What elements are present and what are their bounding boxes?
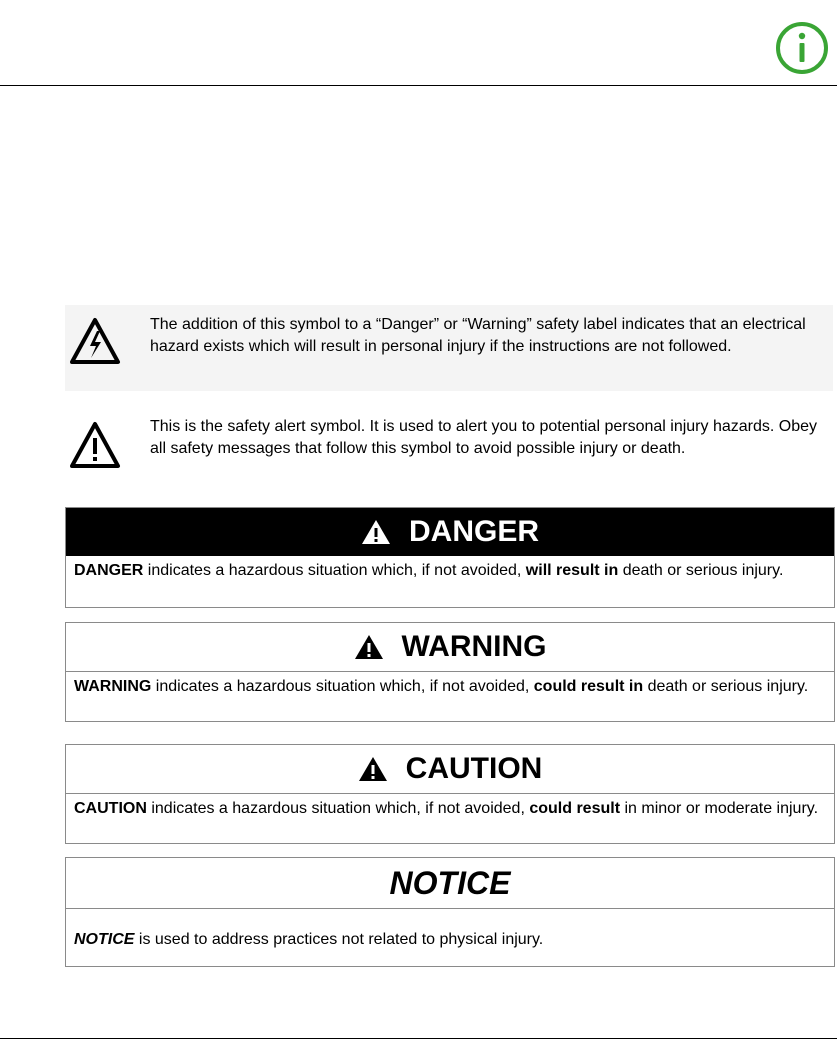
electrical-hazard-icon bbox=[69, 317, 121, 365]
electrical-hazard-text: The addition of this symbol to a “Danger” or “Warning” safety label indicates that an electrical hazard exists which will result in personal injury if the instructions are not followed. bbox=[150, 316, 806, 355]
footer-rule bbox=[0, 1038, 837, 1039]
warning-triangle-icon bbox=[361, 519, 391, 545]
header-rule bbox=[0, 85, 837, 86]
info-circle-icon bbox=[775, 21, 829, 75]
danger-box bbox=[65, 507, 835, 608]
notice-description: NOTICE is used to address practices not related to physical injury. bbox=[74, 931, 544, 948]
warning-description: WARNING indicates a hazardous situation which, if not avoided, could result in death or serious injury. bbox=[74, 678, 809, 695]
danger-description: DANGER indicates a hazardous situation which, if not avoided, will result in death or serious injury. bbox=[74, 562, 784, 579]
notice-header bbox=[66, 858, 834, 909]
warning-title: WARNING bbox=[401, 630, 547, 663]
caution-description: CAUTION indicates a hazardous situation which, if not avoided, could result in minor or moderate injury. bbox=[74, 800, 819, 817]
danger-title: DANGER bbox=[408, 515, 539, 548]
caution-title: CAUTION bbox=[405, 752, 543, 785]
caution-box bbox=[65, 744, 835, 844]
notice-box bbox=[65, 857, 835, 967]
warning-box bbox=[65, 622, 835, 722]
danger-header bbox=[66, 508, 834, 556]
electrical-hazard-row bbox=[65, 305, 833, 391]
safety-alert-icon bbox=[69, 421, 121, 469]
safety-alert-text: This is the safety alert symbol. It is used to alert you to potential personal injury hazards. Obey all safety messages that follow this symbol to avoid possible injury or death. bbox=[150, 418, 817, 457]
warning-header bbox=[66, 623, 834, 672]
safety-alert-row bbox=[65, 408, 833, 488]
warning-triangle-icon bbox=[354, 634, 384, 660]
warning-triangle-icon bbox=[358, 756, 388, 782]
caution-header bbox=[66, 745, 834, 794]
notice-title: NOTICE bbox=[389, 864, 511, 901]
